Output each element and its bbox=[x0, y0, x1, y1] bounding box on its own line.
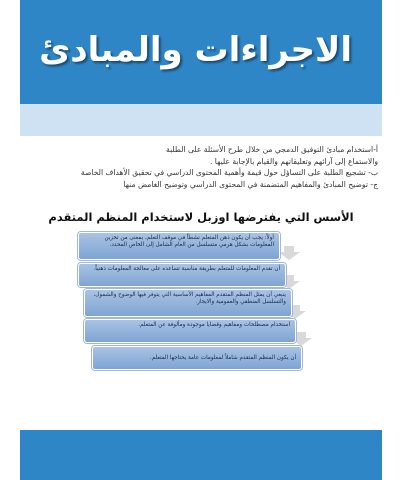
down-arrow-icon bbox=[284, 305, 306, 319]
process-step: استخدام مصطلحات ومفاهيم وقضايا موجودة ومألوفة عن المتعلم. bbox=[84, 319, 296, 343]
footer-banner bbox=[20, 430, 382, 480]
down-arrow-icon bbox=[290, 332, 312, 346]
process-step: أن تقدم المعلومات للمتعلم بطريقة مناسبة تساعده على معالجة المعلومات ذهنياً. bbox=[78, 263, 286, 287]
page-title: الاجراءات والمبادئ bbox=[39, 30, 352, 70]
body-text bbox=[22, 144, 378, 190]
body-line: ب- تشجيع الطلبة على التساؤل حول قيمة وأهمية المحتوى الدراسي في تحقيق الأهداف الخاصة bbox=[80, 168, 378, 178]
process-step: ينبغي أن يمثل المنظم المتقدم المفاهيم الأساسية التي يتوفر فيها الوضوح والشمول، والتسلسل المنطقي والعمومية والايجاز. bbox=[84, 289, 292, 317]
process-step: أن يكون المنظم المتقدم شاملاً لمعلومات عامة يحتاجها المتعلم. bbox=[92, 346, 302, 370]
body-line: والاستماع إلى آرائهم وتعليقاتهم والقيام بالإجابة عليها . bbox=[209, 156, 378, 166]
down-arrow-icon bbox=[278, 246, 300, 260]
body-line: ج- توضيح المبادئ والمفاهيم المتضمنة في المحتوى الدراسي وتوضيح الغامض منها bbox=[123, 179, 378, 189]
header-accent-strip bbox=[20, 104, 382, 136]
body-line: أ-استخدام مبادئ التوفيق الدمجي من خلال طرح الأسئلة على الطلبة bbox=[166, 145, 378, 154]
down-arrow-icon bbox=[278, 275, 300, 289]
process-step: أولاً: يجب أن يكون ذهن المتعلم نشطاً في موقف التعلم، بمعنى من تخزين المعلومات بشكل هرمي متسلسل من العام الشامل إلى الخاص المحدد. bbox=[78, 232, 280, 260]
diagram-title: الأسس التي يفترضها اوزبل لاستخدام المنظم المتقدم bbox=[48, 210, 354, 224]
header-banner bbox=[20, 0, 382, 104]
